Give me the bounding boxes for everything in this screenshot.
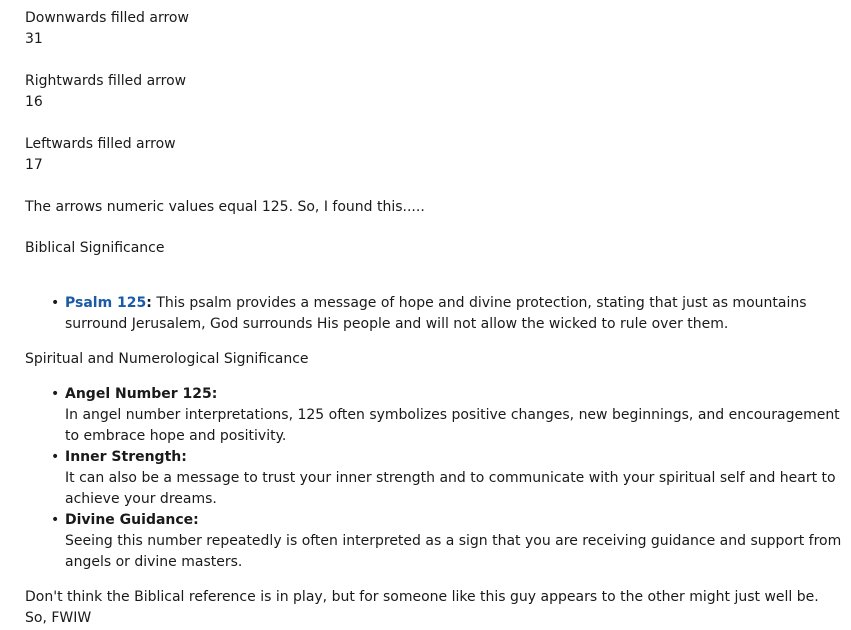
list-item-title: Divine Guidance: bbox=[65, 512, 199, 528]
list-item bbox=[25, 510, 845, 573]
colon: : bbox=[146, 295, 152, 311]
spacer bbox=[25, 370, 845, 384]
bullet-icon: • bbox=[51, 512, 60, 528]
psalm-link[interactable]: Psalm 125 bbox=[65, 295, 147, 311]
spiritual-heading: Spiritual and Numerological Significance bbox=[25, 351, 309, 367]
list-item bbox=[25, 293, 845, 335]
spacer bbox=[25, 259, 845, 293]
bullet-icon: • bbox=[51, 295, 60, 311]
biblical-heading: Biblical Significance bbox=[25, 240, 165, 256]
arrow-value: 17 bbox=[25, 157, 43, 173]
bullet-icon: • bbox=[51, 386, 60, 402]
spacer bbox=[25, 218, 845, 238]
arrow-value: 16 bbox=[25, 94, 43, 110]
arrow-entry-downwards bbox=[25, 8, 845, 50]
arrow-entry-leftwards bbox=[25, 134, 845, 176]
spacer bbox=[25, 335, 845, 349]
arrow-name: Downwards filled arrow bbox=[25, 10, 189, 26]
list-item bbox=[25, 384, 845, 447]
summary-text: The arrows numeric values equal 125. So, I found this..... bbox=[25, 199, 425, 215]
arrow-entry-rightwards bbox=[25, 71, 845, 113]
post-body bbox=[25, 8, 845, 629]
biblical-list bbox=[25, 293, 845, 335]
spacer bbox=[25, 176, 845, 197]
spacer bbox=[25, 50, 845, 71]
list-item-text: This psalm provides a message of hope and divine protection, stating that just as mountains surround Jerusalem, God surrounds His people and will not allow the wicked to rule over them. bbox=[65, 295, 807, 332]
arrow-value: 31 bbox=[25, 31, 43, 47]
spacer bbox=[25, 573, 845, 587]
list-item-title: Inner Strength: bbox=[65, 449, 187, 465]
closing-text: Don't think the Biblical reference is in play, but for someone like this guy appears to the other might just well be. So, FWIW bbox=[25, 589, 819, 626]
list-item-text: In angel number interpretations, 125 often symbolizes positive changes, new beginnings, and encouragement to embrace hope and positivity. bbox=[65, 407, 840, 444]
list-item-text: Seeing this number repeatedly is often interpreted as a sign that you are receiving guidance and support from angels or divine masters. bbox=[65, 533, 842, 570]
list-item-title: Angel Number 125: bbox=[65, 386, 218, 402]
spacer bbox=[25, 113, 845, 134]
arrow-name: Leftwards filled arrow bbox=[25, 136, 176, 152]
spiritual-list bbox=[25, 384, 845, 573]
list-item-text: It can also be a message to trust your inner strength and to communicate with your spiritual self and heart to achieve your dreams. bbox=[65, 470, 836, 507]
arrow-name: Rightwards filled arrow bbox=[25, 73, 187, 89]
list-item bbox=[25, 447, 845, 510]
bullet-icon: • bbox=[51, 449, 60, 465]
